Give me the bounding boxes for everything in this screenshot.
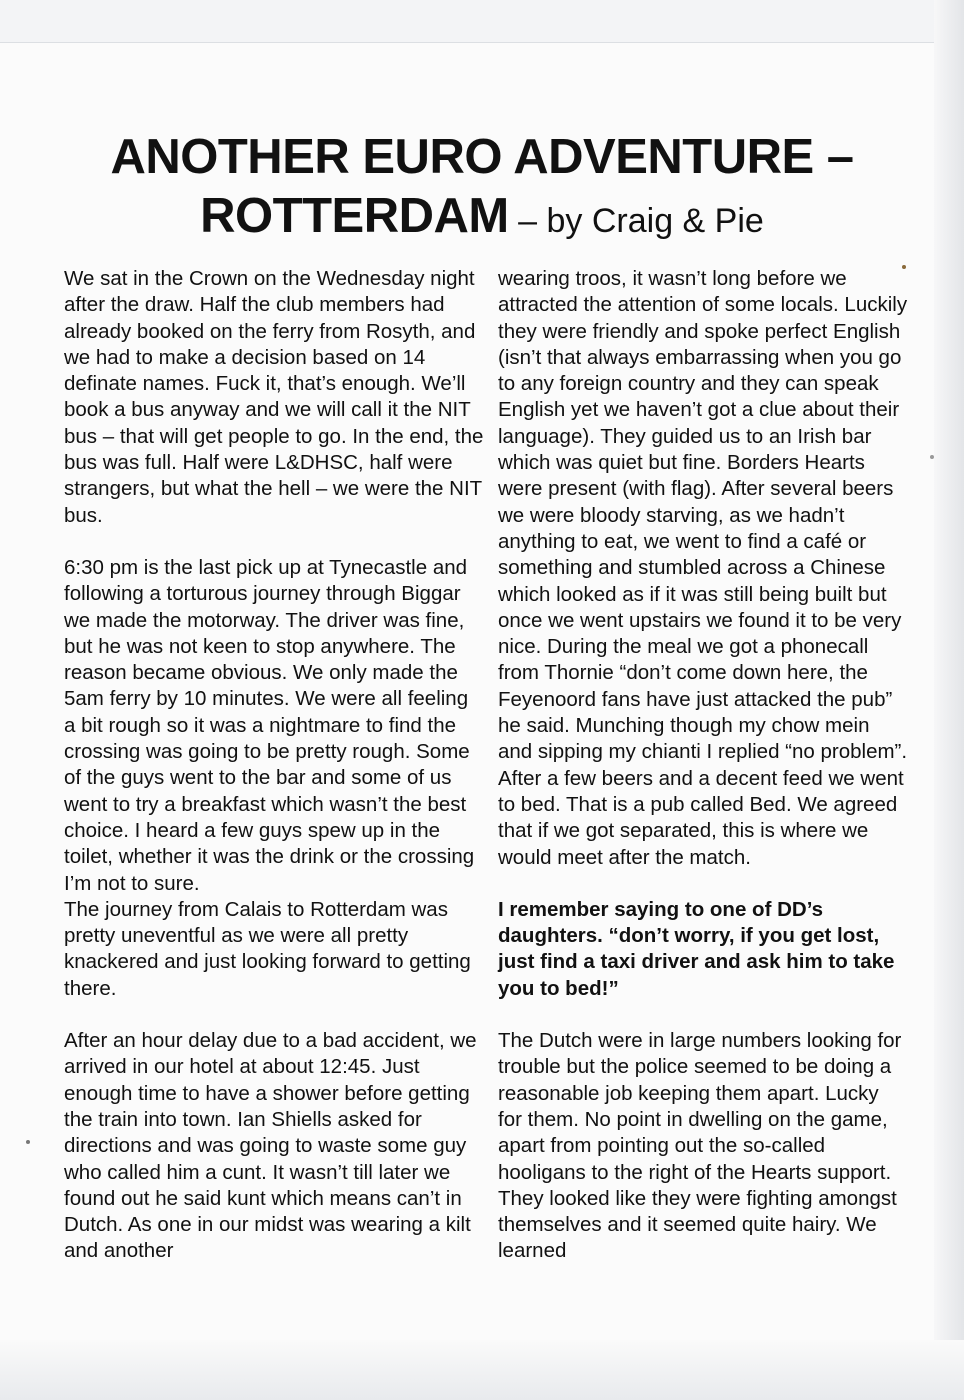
page-right-edge bbox=[934, 0, 964, 1400]
headline-line-1: ANOTHER EURO ADVENTURE – bbox=[110, 130, 854, 184]
paragraph-gap bbox=[498, 1002, 908, 1028]
paragraph-gap bbox=[64, 529, 484, 555]
headline-line-2 bbox=[40, 187, 924, 246]
paragraph-calais: The journey from Calais to Rotterdam was pretty uneventful as we were all pretty knackered and just looking forward to getting there. bbox=[64, 897, 471, 1000]
paragraph-hotel: After an hour delay due to a bad accident, we arrived in our hotel at about 12:45. Just enough time to have a shower before getting the train into town. Ian Shiells asked for directions and was going to waste some guy who called him a cunt. It wasn’t till later we found out he said kunt which means can’t in Dutch. As one in our midst was wearing a kilt and another bbox=[64, 1029, 477, 1263]
paragraph-crown: We sat in the Crown on the Wednesday night after the draw. Half the club members had already booked on the ferry from Rosyth, and we had to make a decision based on 14 definate names. Fuck it, that’s enough. We’ll book a bus anyway and we will call it the NIT bus – that will get people to go. In the end, the bus was full. Half were L&DHSC, half were strangers, but what the hell – we were the NIT bus. bbox=[64, 267, 484, 527]
paper-speck bbox=[930, 455, 934, 459]
paragraph-gap bbox=[64, 1002, 484, 1028]
headline-rotterdam: ROTTERDAM bbox=[200, 188, 509, 243]
article-byline: – by Craig & Pie bbox=[508, 201, 764, 240]
page-bottom-edge bbox=[0, 1340, 964, 1400]
left-column bbox=[64, 266, 484, 1265]
paragraph-tynecastle: 6:30 pm is the last pick up at Tynecastle and following a torturous journey through Biggar we made the motorway. The driver was fine, but he was not keen to stop anywhere. The reason became obvious. We only made the 5am ferry by 10 minutes. We were all feeling a bit rough so it was a nightmare to find the crossing was going to be pretty rough. Some of the guys went to the bar and some of us went to try a breakfast which wasn’t the best choice. I heard a few guys spew up in the toilet, whether it was the drink or the crossing I’m not to sure. bbox=[64, 555, 475, 895]
paragraph-locals: wearing troos, it wasn’t long before we attracted the attention of some locals. Luckily they were friendly and spoke perfect English (isn’t that always embarrassing when you go to any foreign country and they can speak English yet we haven’t got a clue about their language). They guided us to an Irish bar which was quiet but fine. Borders Hearts were present (with flag). After several beers we were bloody starving, as we hadn’t anything to eat, we went to find a café or something and stumbled across a Chinese which looked as if it was still being built but once we went upstairs we found it to be very nice. During the meal we got a phonecall from Thornie “don’t come down here, the Feyenoord fans have just attacked the pub” he said. Munching though my chow mein and sipping my chianti I replied “no problem”. After a few beers and a decent feed we went to bed. That is a pub called Bed. We agreed that if we got separated, this is where we would meet after the match. bbox=[498, 267, 908, 869]
paragraph-dutch: The Dutch were in large numbers looking for trouble but the police seemed to be doing a reasonable job keeping them apart. Lucky for them. No point in dwelling on the game, apart from pointing out the so-called hooligans to the right of the Hearts support. They looked like they were fighting amongst themselves and it seemed quite hairy. We learned bbox=[498, 1029, 902, 1263]
article-headline bbox=[40, 128, 924, 246]
paragraph-gap bbox=[498, 871, 908, 897]
right-column bbox=[498, 266, 908, 1265]
paper-speck bbox=[26, 1140, 30, 1144]
paper-speck bbox=[902, 265, 906, 269]
page-top-edge bbox=[0, 0, 964, 43]
paragraph-bold-quote: I remember saying to one of DD’s daughters. “don’t worry, if you get lost, just find a taxi driver and ask him to take you to bed!” bbox=[498, 897, 895, 1000]
